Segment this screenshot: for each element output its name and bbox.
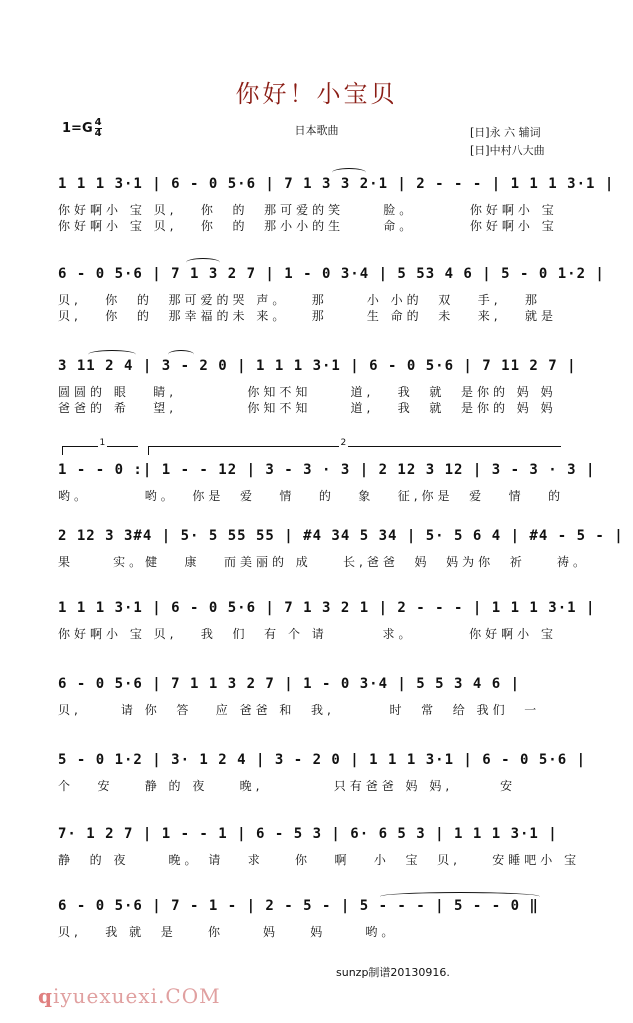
staff-row (58, 176, 615, 234)
lyric-line: 你好啊小 宝 贝, 你 的 那可爱的笑 脸。 你好啊小 宝 (58, 203, 558, 217)
notation-line: 1 1 1 3·1 | 6 - 0 5·6 | 7 1 3 3 2·1 | 2 - - - | 1 1 1 3·1 | (58, 176, 615, 192)
staff-row (58, 676, 578, 718)
song-origin: 日本歌曲 (294, 124, 339, 137)
staff-row (58, 826, 581, 868)
notation-line: 1 - - 0 :| 1 - - 12 | 3 - 3 · 3 | 2 12 3 12 | 3 - 3 · 3 | (58, 462, 596, 478)
key-label: 1=G (62, 121, 93, 136)
composer-credit: [日]中村八大曲 (470, 144, 545, 157)
lyric-line: 贝, 请 你 答 应 爸爸 和 我, 时 常 给 我们 一 (58, 703, 541, 717)
staff-row (58, 266, 605, 324)
staff-row (58, 358, 578, 416)
song-title: 你好！小宝贝 (235, 80, 398, 108)
volta-bracket-2: 2 (148, 446, 561, 455)
volta-bracket-1: 1 (62, 446, 138, 455)
notation-line: 3 11 2 4 | 3 - 2 0 | 1 1 1 3·1 | 6 - 0 5·6 | 7 11 2 7 | (58, 358, 577, 374)
lyric-line: 你好啊小 宝 贝, 你 的 那小小的生 命。 你好啊小 宝 (58, 219, 558, 233)
slur-mark (332, 168, 366, 177)
staff-row (58, 600, 596, 642)
notation-line: 7· 1 2 7 | 1 - - 1 | 6 - 5 3 | 6· 6 5 3 | 1 1 1 3·1 | (58, 826, 558, 842)
site-watermark: qiyuexuexi.COM (38, 984, 221, 1008)
notation-line: 1 1 1 3·1 | 6 - 0 5·6 | 7 1 3 2 1 | 2 - - - | 1 1 1 3·1 | (58, 600, 596, 616)
lyric-line: 贝, 我 就 是 你 妈 妈 哟。 (58, 925, 398, 939)
slur-mark (88, 350, 136, 359)
lyric-line: 哟。 哟。 你是 爱 情 的 象 征,你是 爱 情 的 (58, 489, 565, 503)
notation-line: 2 12 3 3#4 | 5· 5 55 55 | #4 34 5 34 | 5· 5 6 4 | #4 - 5 - | (58, 528, 624, 544)
lyric-line: 静 的 夜 晚。 请 求 你 啊 小 宝 贝, 安睡吧小 宝 (58, 853, 581, 867)
staff-row (58, 528, 624, 570)
time-numerator: 4 (94, 117, 102, 128)
slur-mark (186, 258, 220, 267)
notation-line: 6 - 0 5·6 | 7 - 1 - | 2 - 5 - | 5 - - - | 5 - - 0 ‖ (58, 898, 539, 914)
notation-line: 6 - 0 5·6 | 7 1 1 3 2 7 | 1 - 0 3·4 | 5 5 3 4 6 | (58, 676, 521, 692)
transcriber-signature: sunzp制谱20130916. (336, 966, 450, 979)
lyric-line: 个 安 静 的 夜 晚, 只有爸爸 妈 妈, 安 (58, 779, 517, 793)
staff-row (58, 752, 587, 794)
lyric-line: 爸爸的 希 望, 你知不知 道, 我 就 是你的 妈 妈 (58, 401, 557, 415)
lyric-line: 贝, 你 的 那可爱的哭 声。 那 小 小的 双 手, 那 (58, 293, 541, 307)
lyric-line: 果 实。健 康 而美丽的 成 长,爸爸 妈 妈为你 祈 祷。 (58, 555, 589, 569)
notation-line: 6 - 0 5·6 | 7 1 3 2 7 | 1 - 0 3·4 | 5 53 4 6 | 5 - 0 1·2 | (58, 266, 605, 282)
lyric-line: 贝, 你 的 那幸福的未 来。 那 生 命的 未 来, 就是 (58, 309, 557, 323)
lyric-line: 你好啊小 宝 贝, 我 们 有 个 请 求。 你好啊小 宝 (58, 627, 557, 641)
lyricist-credit: [日]永 六 辅词 (470, 126, 541, 139)
lyric-line: 圆圆的 眼 睛, 你知不知 道, 我 就 是你的 妈 妈 (58, 385, 557, 399)
staff-row (58, 462, 596, 504)
notation-line: 5 - 0 1·2 | 3· 1 2 4 | 3 - 2 0 | 1 1 1 3·1 | 6 - 0 5·6 | (58, 752, 587, 768)
staff-row (58, 898, 578, 940)
tie-mark (380, 892, 540, 901)
slur-mark (168, 350, 194, 359)
time-denominator: 4 (94, 128, 102, 139)
